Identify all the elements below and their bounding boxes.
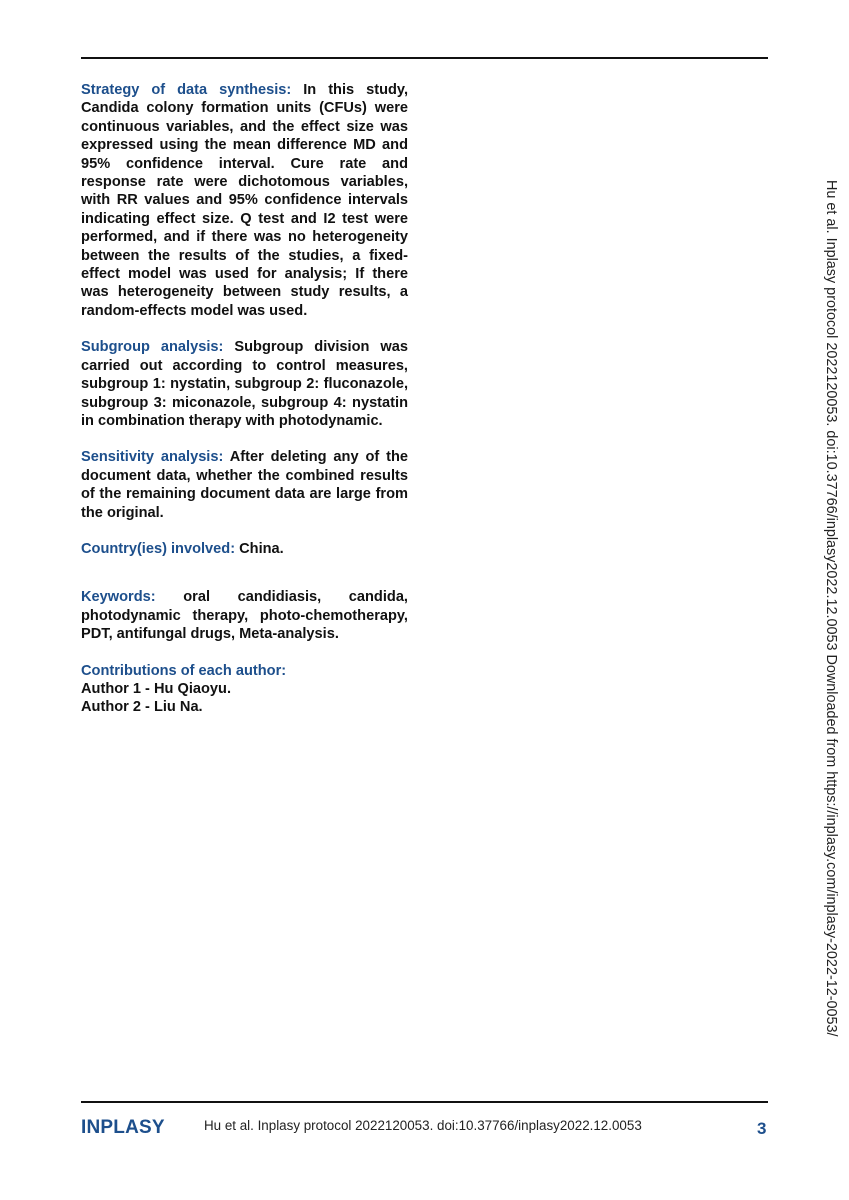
strategy-section <box>81 81 408 320</box>
keywords-text: oral candidiasis, candida, photodynamic therapy, photo-chemotherapy, PDT, antifungal drugs, Meta-analysis. <box>81 589 408 643</box>
author-2: Author 2 - Liu Na. <box>81 699 203 716</box>
contributions-section <box>81 662 408 717</box>
contributions-heading: Contributions of each author: <box>81 662 287 679</box>
keywords-heading: Keywords: <box>81 589 156 606</box>
download-sidebar-text: Hu et al. Inplasy protocol 2022120053. doi:10.37766/inplasy2022.12.0053 Downloaded from https://inplasy.com/inplasy-2022-12-0053/ <box>823 180 839 1037</box>
section-spacer <box>81 558 408 588</box>
sensitivity-text: After deleting any of the document data, whether the combined results of the remaining document data are large from the original. <box>81 449 408 521</box>
footer-citation: Hu et al. Inplasy protocol 2022120053. doi:10.37766/inplasy2022.12.0053 <box>204 1118 642 1133</box>
country-heading: Country(ies) involved: <box>81 540 236 557</box>
author-1: Author 1 - Hu Qiaoyu. <box>81 680 231 697</box>
strategy-text: In this study, Candida colony formation units (CFUs) were continuous variables, and the effect size was expressed using the mean difference MD and 95% confidence interval. Cure rate and response rate were dichotomous variables, with RR values and 95% confidence intervals indicating effect size. Q test and I2 test were performed, and if there was no heterogeneity between the results of the studies, a fixed-effect model was used for analysis; If there was heterogeneity between study results, a random-effects model was used. <box>81 82 408 319</box>
top-rule <box>81 57 768 59</box>
bottom-rule <box>81 1101 768 1103</box>
subgroup-section <box>81 338 408 430</box>
country-text: China. <box>239 540 284 557</box>
strategy-heading: Strategy of data synthesis: <box>81 82 292 98</box>
keywords-section <box>81 588 408 643</box>
sensitivity-section <box>81 448 408 522</box>
page-number: 3 <box>757 1119 767 1138</box>
subgroup-text: Subgroup division was carried out according to control measures, subgroup 1: nystatin, subgroup 2: fluconazole, subgroup 3: miconazole, subgroup 4: nystatin in combination therapy with photodynamic. <box>81 339 408 429</box>
country-section <box>81 540 408 558</box>
sensitivity-heading: Sensitivity analysis: <box>81 449 224 466</box>
subgroup-heading: Subgroup analysis: <box>81 339 224 356</box>
main-column <box>81 81 408 735</box>
footer-brand-logo: INPLASY <box>81 1117 165 1138</box>
